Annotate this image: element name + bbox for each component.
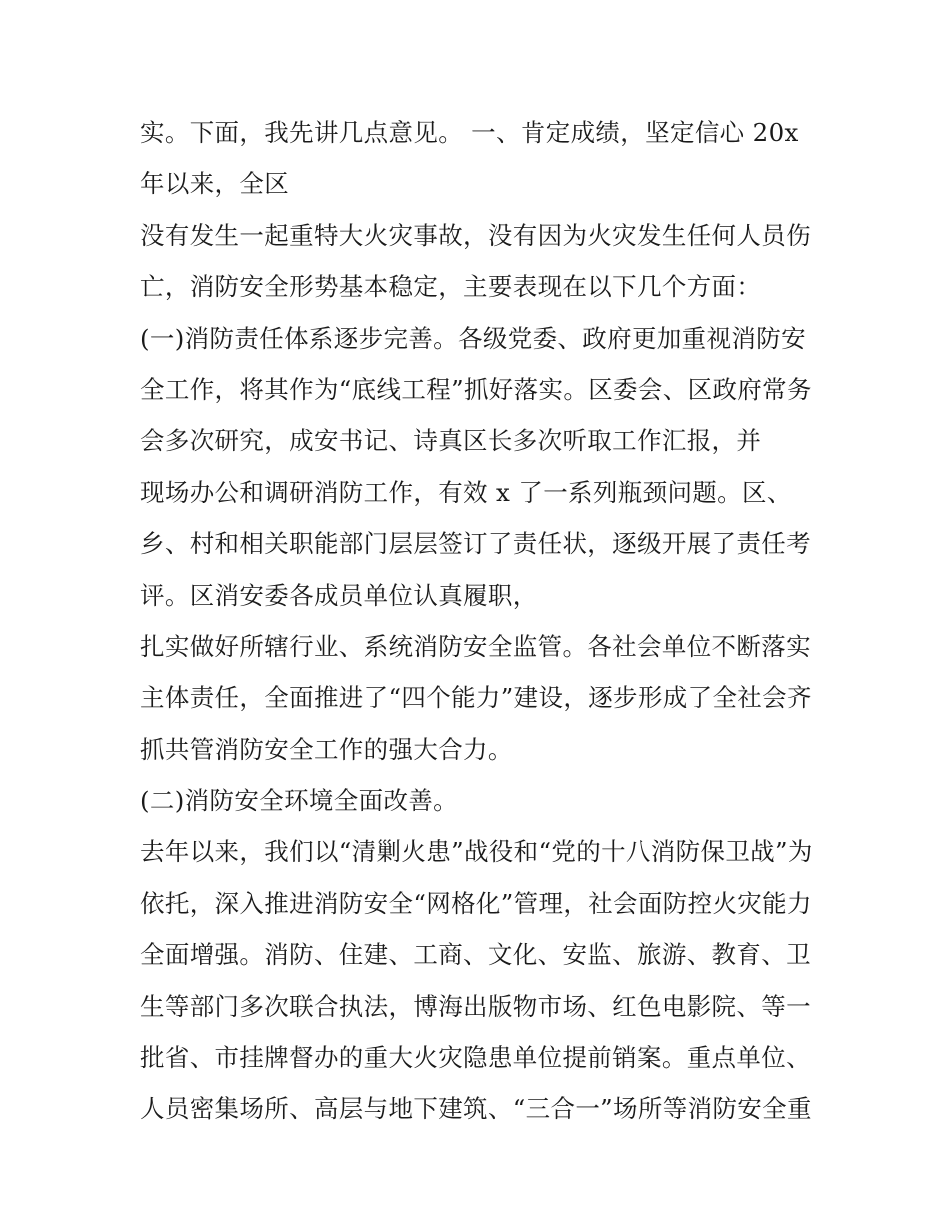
text-line-4: 亡，消防安全形势基本稳定，主要表现在以下几个方面： xyxy=(140,272,762,302)
text-line-11: 扎实做好所辖行业、系统消防安全监管。各社会单位不断落实 xyxy=(140,631,811,661)
text-line-19: 批省、市挂牌督办的重大火灾隐患单位提前销案。重点单位、 xyxy=(140,1043,811,1073)
text-line-16: 依托，深入推进消防安全“网格化”管理，社会面防控火灾能力 xyxy=(140,888,812,918)
text-line-8: 现场办公和调研消防工作，有效 x 了一系列瓶颈问题。区、 xyxy=(140,477,792,507)
text-line-6: 全工作，将其作为“底线工程”抓好落实。区委会、区政府常务 xyxy=(140,374,812,404)
body-text xyxy=(140,107,830,1135)
text-line-20: 人员密集场所、高层与地下建筑、“三合一”场所等消防安全重 xyxy=(140,1094,812,1124)
text-line-10: 评。区消安委各成员单位认真履职， xyxy=(140,580,538,610)
text-line-3: 没有发生一起重特大火灾事故，没有因为火灾发生任何人员伤 xyxy=(140,220,811,250)
text-line-9: 乡、村和相关职能部门层层签订了责任状，逐级开展了责任考 xyxy=(140,529,811,559)
text-line-1: 实。下面，我先讲几点意见。 一、肯定成绩，坚定信心 20x xyxy=(140,118,799,147)
text-line-5: (一)消防责任体系逐步完善。各级党委、政府更加重视消防安 xyxy=(140,323,806,353)
text-line-18: 生等部门多次联合执法，博海出版物市场、红色电影院、等一 xyxy=(140,991,811,1021)
text-line-12: 主体责任，全面推进了“四个能力”建设，逐步形成了全社会齐 xyxy=(140,683,812,713)
text-line-7: 会多次研究，成安书记、诗真区长多次听取工作汇报，并 xyxy=(140,426,762,456)
text-line-13: 抓共管消防安全工作的强大合力。 xyxy=(140,734,513,764)
text-line-14: (二)消防安全环境全面改善。 xyxy=(140,786,459,816)
text-line-2: 年以来，全区 xyxy=(140,169,290,199)
text-line-17: 全面增强。消防、住建、工商、文化、安监、旅游、教育、卫 xyxy=(140,940,811,970)
text-line-15: 去年以来，我们以“清剿火患”战役和“党的十八消防保卫战”为 xyxy=(140,837,813,867)
